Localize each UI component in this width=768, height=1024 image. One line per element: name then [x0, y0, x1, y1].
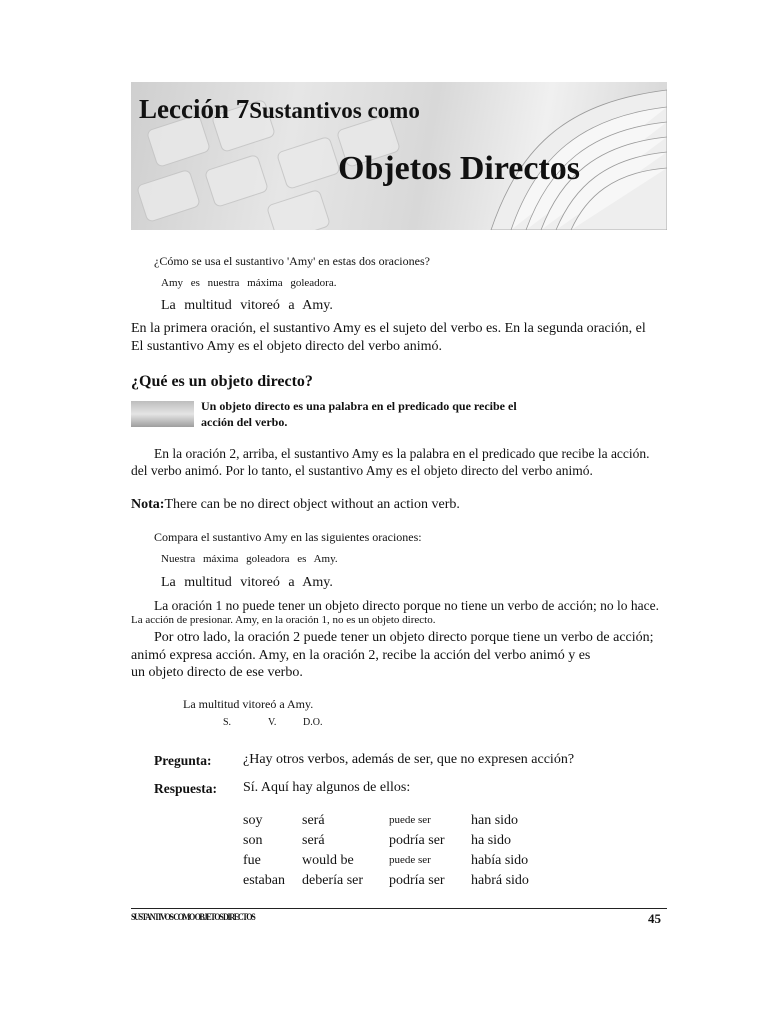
diagram-label-subject: S.	[223, 717, 232, 728]
answer-text: Sí. Aquí hay algunos de ellos:	[243, 780, 411, 795]
question-label: Pregunta:	[154, 753, 212, 768]
verb-cell: podría ser	[389, 873, 445, 888]
compare-line-3: Por otro lado, la oración 2 puede tener un objeto directo porque tiene un verbo de acción;	[154, 630, 654, 645]
example-sentence-1: Amy es nuestra máxima goleadora.	[161, 277, 337, 289]
book-icon	[131, 401, 194, 427]
explanation-line-1: En la primera oración, el sustantivo Amy es el sujeto del verbo es. En la segunda oración, el	[131, 321, 646, 336]
compare-line-4: animó expresa acción. Amy, en la oración 2, recibe la acción del verbo animó y es	[131, 648, 591, 663]
page-title: Objetos Directos	[338, 150, 581, 187]
section-heading: ¿Qué es un objeto directo?	[131, 373, 313, 390]
verb-cell: fue	[243, 853, 261, 868]
footer-rule	[131, 908, 667, 909]
verb-cell: será	[302, 833, 325, 848]
verb-cell: son	[243, 833, 263, 848]
verb-cell: puede ser	[389, 814, 431, 826]
verb-cell: estaban	[243, 873, 285, 888]
definition-line-2: acción del verbo.	[201, 415, 288, 429]
compare-intro: Compara el sustantivo Amy en las siguientes oraciones:	[154, 530, 422, 544]
page-number: 45	[648, 911, 661, 926]
note-label: Nota:	[131, 497, 165, 512]
verb-cell: puede ser	[389, 854, 431, 866]
diagram-label-direct-object: D.O.	[303, 717, 323, 728]
compare-line-5: un objeto directo de ese verbo.	[131, 665, 303, 680]
verb-cell: debería ser	[302, 873, 364, 888]
verb-cell: habrá sido	[471, 873, 529, 888]
verb-cell: would be	[302, 853, 354, 868]
compare-sentence-2: La multitud vitoreó a Amy.	[161, 575, 333, 590]
verb-cell: podría ser	[389, 833, 445, 848]
intro-question: ¿Cómo se usa el sustantivo 'Amy' en estas dos oraciones?	[154, 254, 430, 268]
header-banner	[131, 82, 667, 230]
verb-cell: soy	[243, 813, 263, 828]
compare-line-1: La oración 1 no puede tener un objeto directo porque no tiene un verbo de acción; no lo hace.	[154, 598, 659, 613]
verb-cell: será	[302, 813, 325, 828]
paragraph-line-2: del verbo animó. Por lo tanto, el sustantivo Amy es el objeto directo del verbo animó.	[131, 463, 593, 478]
lesson-subtitle: Sustantivos como	[249, 98, 420, 123]
note	[131, 497, 460, 513]
question-text: ¿Hay otros verbos, además de ser, que no expresen acción?	[243, 752, 575, 767]
compare-sentence-1: Nuestra máxima goleadora es Amy.	[161, 553, 338, 565]
diagram-sentence: La multitud vitoreó a Amy.	[183, 697, 314, 711]
verb-cell: ha sido	[471, 833, 512, 848]
verb-cell: había sido	[471, 853, 529, 868]
compare-line-2: La acción de presionar. Amy, en la oración 1, no es un objeto directo.	[131, 614, 436, 626]
note-text: There can be no direct object without an action verb.	[164, 497, 460, 512]
lesson-number: Lección 7	[139, 94, 250, 124]
example-sentence-2: La multitud vitoreó a Amy.	[161, 298, 333, 313]
lesson-heading	[139, 94, 420, 125]
paragraph-line-1: En la oración 2, arriba, el sustantivo Amy es la palabra en el predicado que recibe la acción.	[154, 446, 650, 461]
verb-cell: han sido	[471, 813, 519, 828]
footer-running-title: SUSTANTIVOS COMO OBJETOS DIRECTOS	[131, 912, 255, 922]
diagram-label-verb: V.	[268, 717, 277, 728]
explanation-line-2: El sustantivo Amy es el objeto directo del verbo animó.	[131, 339, 443, 354]
definition-line-1: Un objeto directo es una palabra en el predicado que recibe el	[201, 399, 517, 413]
answer-label: Respuesta:	[154, 781, 217, 796]
